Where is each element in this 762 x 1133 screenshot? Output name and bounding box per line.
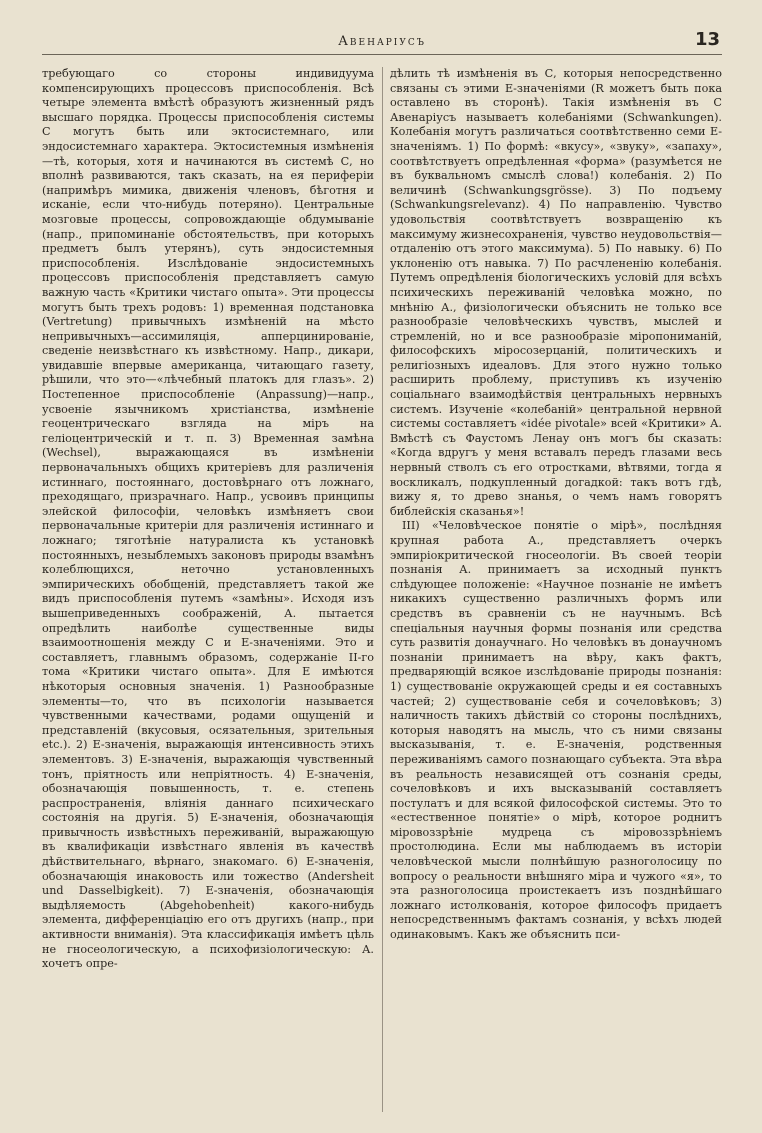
page-number: 13 (694, 29, 720, 50)
page-header (42, 28, 722, 55)
running-title: Авенаріусъ (338, 34, 426, 49)
right-column (390, 67, 722, 1112)
column-divider (382, 67, 383, 1112)
text-columns (42, 67, 722, 1112)
paragraph: дѣлить тѣ измѣненія въ С, которыя непосредственно связаны съ этими Е-значеніями (R можетъ быть пока оставлено въ сторонѣ). Такія измѣненія въ С Авенаріусъ называетъ колебаніями (Schwankungen). Колебанія могутъ различаться соотвѣтственно семи Е-значеніямъ. 1) По формѣ: «вкусу», «звуку», «запаху», соотвѣтствуетъ опредѣленная «форма» (разумѣется не въ буквальномъ смыслѣ слова!) колебанія. 2) По величинѣ (Schwankungsgrösse). 3) По подъему (Schwankungsrelevanz). 4) По направленію. Чувство удовольствія соотвѣтствуетъ возвращенію къ максимуму жизнесохраненія, чувство неудовольствія—отдаленію отъ этого максимума). 5) По навыку. 6) По уклоненію отъ навыка. 7) По расчлененію колебанія. Путемъ опредѣленія біологическихъ условій для всѣхъ психическихъ переживаній человѣка можно, по мнѣнію А., физіологически объяснить не только все разнообразіе человѣческихъ чувствъ, мыслей и стремленій, но и все разнообразіе міропониманій, философскихъ міросозерцаній, политическихъ и религіозныхъ идеаловъ. Для этого нужно только расширить проблему, приступивъ къ изученію соціальнаго взаимодѣйствія центральныхъ нервныхъ системъ. Изученіе «колебаній» центральной нервной системы составляетъ «idée pivotale» всей «Критики» А. Вмѣстѣ съ Фаустомъ Ленау онъ могъ бы сказать: «Когда вдругъ у меня вставалъ передъ глазами весь нервный стволъ съ его отростками, вѣтвями, тогда я воскликалъ, подкупленный догадкой: такъ вотъ гдѣ, вижу я, то древо знанья, о чемъ намъ говорятъ библейскія сказанья»! (390, 67, 722, 518)
left-column (42, 67, 374, 1112)
paragraph: III) «Человѣческое понятіе о мірѣ», послѣдняя крупная работа А., представляетъ очеркъ эмпиріокритической гносеологіи. Въ своей теоріи познанія А. принимаетъ за исходный пунктъ слѣдующее положеніе: «Научное познаніе не имѣетъ никакихъ существенно различныхъ формъ или средствъ въ сравненіи съ не научнымъ. Всѣ спеціальныя научныя формы познанія или средства суть развитія донаучнаго. Но человѣкъ въ донаучномъ познаніи принимаетъ на вѣру, какъ фактъ, предваряющій всякое изслѣдованіе природы познанія: 1) существованіе окружающей среды и ея составныхъ частей; 2) существованіе себя и сочеловѣковъ; 3) наличность такихъ дѣйствій со стороны послѣднихъ, которыя наводятъ на мысль, что съ ними связаны высказыванія, т. е. Е-значенія, родственныя переживаніямъ самого познающаго субъекта. Эта вѣра въ реальность независящей отъ сознанія среды, сочеловѣковъ и ихъ высказываній составляетъ постулатъ и для всякой философской системы. Это то «естественное понятіе» о мірѣ, которое роднитъ міровоззрѣніе мудреца съ міровоззрѣніемъ простолюдина. Если мы наблюдаемъ въ исторіи человѣческой мысли полнѣйшую разноголосицу по вопросу о реальности внѣшняго міра и чужого «я», то эта разноголосица проистекаетъ изъ позднѣйшаго ложнаго истолкованія, которое философъ придаетъ непосредственнымъ фактамъ сознанія, у всѣхъ людей одинаковымъ. Какъ же объяснить пси- (390, 519, 722, 942)
paragraph: требующаго со стороны индивидуума компенсирующихъ процессовъ приспособленія. Всѣ четыре элемента вмѣстѣ образуютъ жизненный рядъ высшаго порядка. Процессы приспособленія системы С могутъ быть или эктосистемнаго, или эндосистемнаго характера. Эктосистемныя измѣненія—тѣ, которыя, хотя и начинаются въ системѣ С, но вполнѣ развиваются, такъ сказать, на ея периферіи (напримѣръ мимика, движенія членовъ, бѣготня и исканіе, если что-нибудь потеряно). Центральные мозговые процессы, сопровождающіе обдумываніе (напр., припоминаніе обстоятельствъ, при которыхъ предметъ былъ утерянъ), суть эндосистемныя приспособленія. Изслѣдованіе эндосистемныхъ процессовъ приспособленія представляетъ самую важную часть «Критики чистаго опыта». Эти процессы могутъ быть трехъ родовъ: 1) временная подстановка (Vertretung) привычныхъ измѣненій на мѣсто непривычныхъ—ассимиляція, апперцинированіе, сведеніе неизвѣстнаго къ извѣстному. Напр., дикари, увидавшіе впервые американца, читающаго газету, рѣшили, что это—«лѣчебный платокъ для глазъ». 2) Постепенное приспособленіе (Anpassung)—напр., усвоеніе язычникомъ христіанства, измѣненіе геоцентрическаго взгляда на міръ на геліоцентрическій и т. п. 3) Временная замѣна (Wechsel), выражающаяся въ измѣненіи первоначальныхъ общихъ критеріевъ для различенія истиннаго, постояннаго, достовѣрнаго отъ ложнаго, преходящаго, призрачнаго. Напр., усвоивъ принципы элейской философіи, человѣкъ измѣняетъ свои первоначальные критеріи для различенія истиннаго и ложнаго; тяготѣніе натуралиста къ установкѣ постоянныхъ, незыблемыхъ законовъ природы взамѣнъ колеблющихся, неточно установленныхъ эмпирическихъ обобщеній, представляетъ такой же видъ приспособленія путемъ «замѣны». Исходя изъ вышеприведенныхъ соображеній, А. пытается опредѣлить наиболѣе существенные виды взаимоотношенія между С и Е-значеніями. Это и составляетъ, главнымъ образомъ, содержаніе II-го тома «Критики чистаго опыта». Для Е имѣются нѣкоторыя основныя значенія. 1) Разнообразные элементы—то, что въ психологіи называется чувственными качествами, родами ощущеній и представленій (вкусовыя, осязательныя, зрительныя etc.). 2) Е-значенія, выражающія интенсивность этихъ элементовъ. 3) Е-значенія, выражающія чувственный тонъ, пріятность или непріятность. 4) Е-значенія, обозначающія повышенность, т. е. степень распространенія, вліянія даннаго психическаго состоянія на другія. 5) Е-значенія, обозначающія привычность извѣстныхъ переживаній, выражающую въ квалификаціи извѣстнаго явленія въ качествѣ дѣйствительнаго, вѣрнаго, знакомаго. 6) Е-значенія, обозначающія инаковость или тожество (Andersheit und Dasselbigkeit). 7) Е-значенія, обозначающія выдѣляемость (Abgehobenheit) какого-нибудь элемента, дифференціацію его отъ другихъ (напр., при активности вниманія). Эта классификація имѣетъ цѣль не гносеологическую, а психофизіологическую: А. хочетъ опре- (42, 67, 374, 971)
